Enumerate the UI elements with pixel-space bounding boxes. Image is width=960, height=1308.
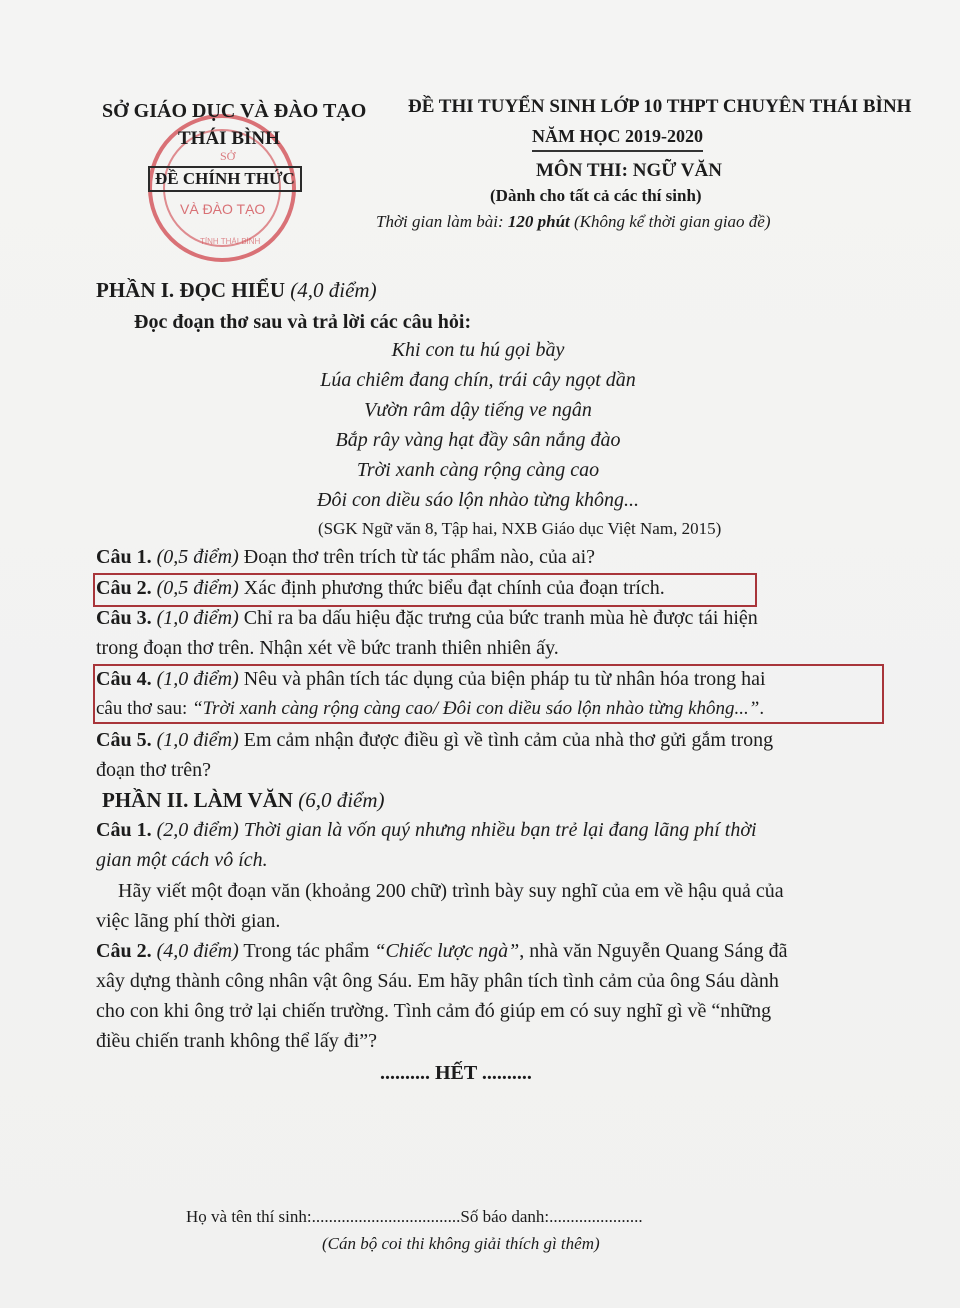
q-label: Câu 4.: [96, 668, 152, 690]
q-quote: “Trời xanh càng rộng càng cao/ Đôi con diều sáo lộn nhào từng không...”: [192, 698, 760, 719]
stamp-text-top: SỞ: [220, 149, 236, 163]
q-points: (1,0 điểm): [151, 729, 239, 751]
part2-question-1: [96, 819, 757, 842]
part1-instruction: Đọc đoạn thơ sau và trả lời các câu hỏi:: [134, 311, 472, 333]
proctor-note: (Cán bộ coi thi không giải thích gì thêm): [322, 1234, 600, 1253]
part2-question-1-cont: gian một cách vô ích.: [96, 849, 268, 871]
school-year: NĂM HỌC 2019-2020: [532, 126, 703, 152]
q-points: (2,0 điểm): [151, 819, 239, 841]
province-name: THÁI BÌNH: [178, 128, 280, 149]
part1-question-5: [96, 729, 773, 752]
exam-title: ĐỀ THI TUYỂN SINH LỚP 10 THPT CHUYÊN THÁI BÌNH: [408, 96, 912, 117]
poem-line-5: Trời xanh càng rộng càng cao: [356, 459, 600, 481]
time-allowed: [376, 212, 771, 232]
part1-question-2: [96, 577, 665, 600]
part2-question-1-task: Hãy viết một đoạn văn (khoảng 200 chữ) trình bày suy nghĩ của em về hậu quả của: [118, 880, 784, 902]
name-label: Họ và tên thí sinh:: [186, 1207, 312, 1226]
time-label: Thời gian làm bài:: [376, 212, 508, 231]
q-points: (4,0 điểm): [151, 940, 239, 962]
q-label: Câu 1.: [96, 819, 152, 841]
org-name: SỞ GIÁO DỤC VÀ ĐÀO TẠO: [102, 100, 367, 122]
q-points: (1,0 điểm): [151, 607, 239, 629]
q-points: (0,5 điểm): [151, 577, 239, 599]
part1-title: [96, 278, 377, 303]
part1-points: (4,0 điểm): [285, 278, 377, 302]
q-points: (1,0 điểm): [151, 668, 239, 690]
part1-question-5-cont: đoạn thơ trên?: [96, 759, 211, 781]
q-text: Xác định phương thức biểu đạt chính của đoạn trích.: [238, 577, 665, 599]
q-text: Trong tác phẩm: [238, 940, 375, 962]
q-label: Câu 5.: [96, 729, 152, 751]
q-end: .: [759, 698, 765, 719]
part2-title: [102, 788, 385, 813]
stamp-text-ring: TỈNH THÁI BÌNH: [200, 237, 261, 246]
q-text: câu thơ sau:: [96, 698, 193, 719]
part1-question-4-cont: [96, 698, 764, 720]
q-text: Em cảm nhận được điều gì về tình cảm của nhà thơ gửi gắm trong: [238, 729, 774, 751]
stamp-text-bottom: VÀ ĐÀO TẠO: [180, 201, 266, 217]
audience: (Dành cho tất cả các thí sinh): [490, 186, 702, 205]
part2-points: (6,0 điểm): [292, 788, 385, 812]
q-label: Câu 2.: [96, 577, 152, 599]
time-note: (Không kể thời gian giao đề): [569, 212, 771, 231]
candidate-info-line: [186, 1207, 643, 1227]
poem-line-6: Đôi con diều sáo lộn nhào từng không...: [317, 489, 639, 511]
q-text: Chỉ ra ba dấu hiệu đặc trưng của bức tranh mùa hè được tái hiện: [238, 607, 758, 629]
poem-source: (SGK Ngữ văn 8, Tập hai, NXB Giáo dục Việt Nam, 2015): [318, 519, 722, 538]
time-value: 120 phút: [507, 212, 570, 231]
q-label: Câu 2.: [96, 940, 152, 962]
official-label: ĐỀ CHÍNH THỨC: [148, 166, 302, 192]
subject: MÔN THI: NGỮ VĂN: [536, 160, 722, 181]
q-text: Đoạn thơ trên trích từ tác phẩm nào, của ai?: [238, 546, 596, 568]
part2-question-2: [96, 940, 788, 963]
q-work-title: “Chiếc lược ngà”: [374, 940, 520, 962]
part2-question-2-line-4: điều chiến tranh không thể lấy đi”?: [96, 1030, 378, 1052]
part1-question-1: [96, 546, 595, 569]
part2-question-1-task-cont: việc lãng phí thời gian.: [96, 910, 281, 932]
part2-question-2-line-2: xây dựng thành công nhân vật ông Sáu. Em hãy phân tích tình cảm của ông Sáu dành: [96, 970, 779, 992]
q-label: Câu 3.: [96, 607, 152, 629]
part1-title-text: PHẦN I. ĐỌC HIỂU: [96, 278, 286, 302]
sbd-label: Số báo danh:: [460, 1207, 550, 1226]
poem-line-2: Lúa chiêm đang chín, trái cây ngọt dần: [320, 369, 636, 391]
sbd-dots: ......................: [549, 1207, 643, 1226]
q-text: Nêu và phân tích tác dụng của biện pháp tu từ nhân hóa trong hai: [238, 668, 766, 690]
part1-question-3: [96, 607, 758, 630]
part2-title-text: PHẦN II. LÀM VĂN: [102, 788, 293, 812]
end-mark: .......... HẾT ..........: [380, 1062, 532, 1084]
poem-line-4: Bắp rây vàng hạt đầy sân nắng đào: [335, 429, 621, 451]
name-dots: ...................................: [311, 1207, 461, 1226]
q-points: (0,5 điểm): [151, 546, 239, 568]
q-text: Thời gian là vốn quý nhưng nhiều bạn trẻ lại đang lãng phí thời: [238, 819, 757, 841]
poem-line-1: Khi con tu hú gọi bầy: [391, 339, 565, 361]
part1-question-3-cont: trong đoạn thơ trên. Nhận xét về bức tranh thiên nhiên ấy.: [96, 637, 559, 659]
part1-question-4: [96, 668, 766, 691]
q-label: Câu 1.: [96, 546, 152, 568]
part2-question-2-line-3: cho con khi ông trở lại chiến trường. Tình cảm đó giúp em có suy nghĩ gì về “những: [96, 1000, 772, 1022]
poem-line-3: Vườn râm dậy tiếng ve ngân: [364, 399, 592, 421]
q-text: , nhà văn Nguyễn Quang Sáng đã: [519, 940, 788, 962]
